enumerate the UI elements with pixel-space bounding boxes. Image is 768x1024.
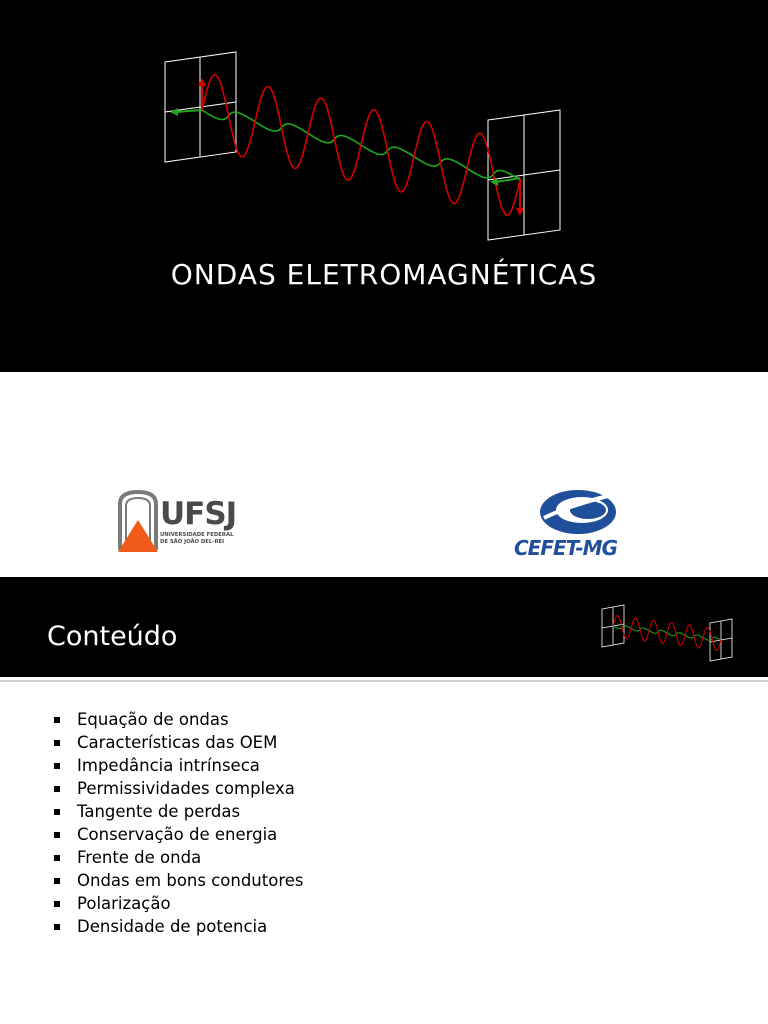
list-item-label: Características das OEM (77, 733, 278, 752)
bullet-icon (54, 809, 60, 815)
title-slide (0, 0, 768, 372)
list-item-label: Tangente de perdas (77, 802, 241, 821)
right-frame (488, 110, 560, 240)
list-item-label: Conservação de energia (77, 825, 278, 844)
ufsj-logo-subtitle-1: UNIVERSIDADE FEDERAL (160, 532, 234, 538)
cefet-logo (512, 488, 622, 560)
list-item (54, 869, 304, 892)
logo-area (0, 372, 768, 576)
ufsj-logo-text: UFSJ (160, 496, 237, 532)
cefet-emblem-icon (538, 488, 618, 536)
bullet-icon (54, 878, 60, 884)
list-item (54, 777, 304, 800)
bullet-icon (54, 924, 60, 930)
left-frame (165, 52, 236, 162)
bullet-icon (54, 832, 60, 838)
mini-em-wave-illustration (598, 595, 738, 665)
electric-wave (202, 75, 520, 215)
bullet-icon (54, 740, 60, 746)
list-item (54, 892, 304, 915)
bullet-icon (54, 717, 60, 723)
em-wave-illustration (0, 0, 768, 260)
bullet-icon (54, 786, 60, 792)
list-item-label: Ondas em bons condutores (77, 871, 304, 890)
ufsj-logo (118, 488, 248, 554)
contents-list (54, 708, 304, 938)
list-item (54, 823, 304, 846)
list-item-label: Frente de onda (77, 848, 202, 867)
cefet-logo-text: CEFET-MG (514, 536, 617, 560)
list-item-label: Polarização (77, 894, 171, 913)
ufsj-emblem-icon (118, 490, 158, 552)
slide-title: ONDAS ELETROMAGNÉTICAS (170, 258, 598, 291)
ufsj-logo-subtitle-2: DE SÃO JOÃO DEL-REI (160, 539, 225, 545)
list-item (54, 846, 304, 869)
list-item (54, 800, 304, 823)
list-item-label: Impedância intrínseca (77, 756, 260, 775)
list-item (54, 708, 304, 731)
list-item (54, 915, 304, 938)
list-item (54, 754, 304, 777)
list-item (54, 731, 304, 754)
bullet-icon (54, 763, 60, 769)
contents-slide-header (0, 577, 768, 677)
contents-heading: Conteúdo (47, 621, 178, 652)
list-item-label: Permissividades complexa (77, 779, 295, 798)
bullet-icon (54, 855, 60, 861)
list-item-label: Equação de ondas (77, 710, 229, 729)
field-arrows (170, 78, 524, 216)
bullet-icon (54, 901, 60, 907)
header-divider (0, 680, 768, 682)
list-item-label: Densidade de potencia (77, 917, 268, 936)
